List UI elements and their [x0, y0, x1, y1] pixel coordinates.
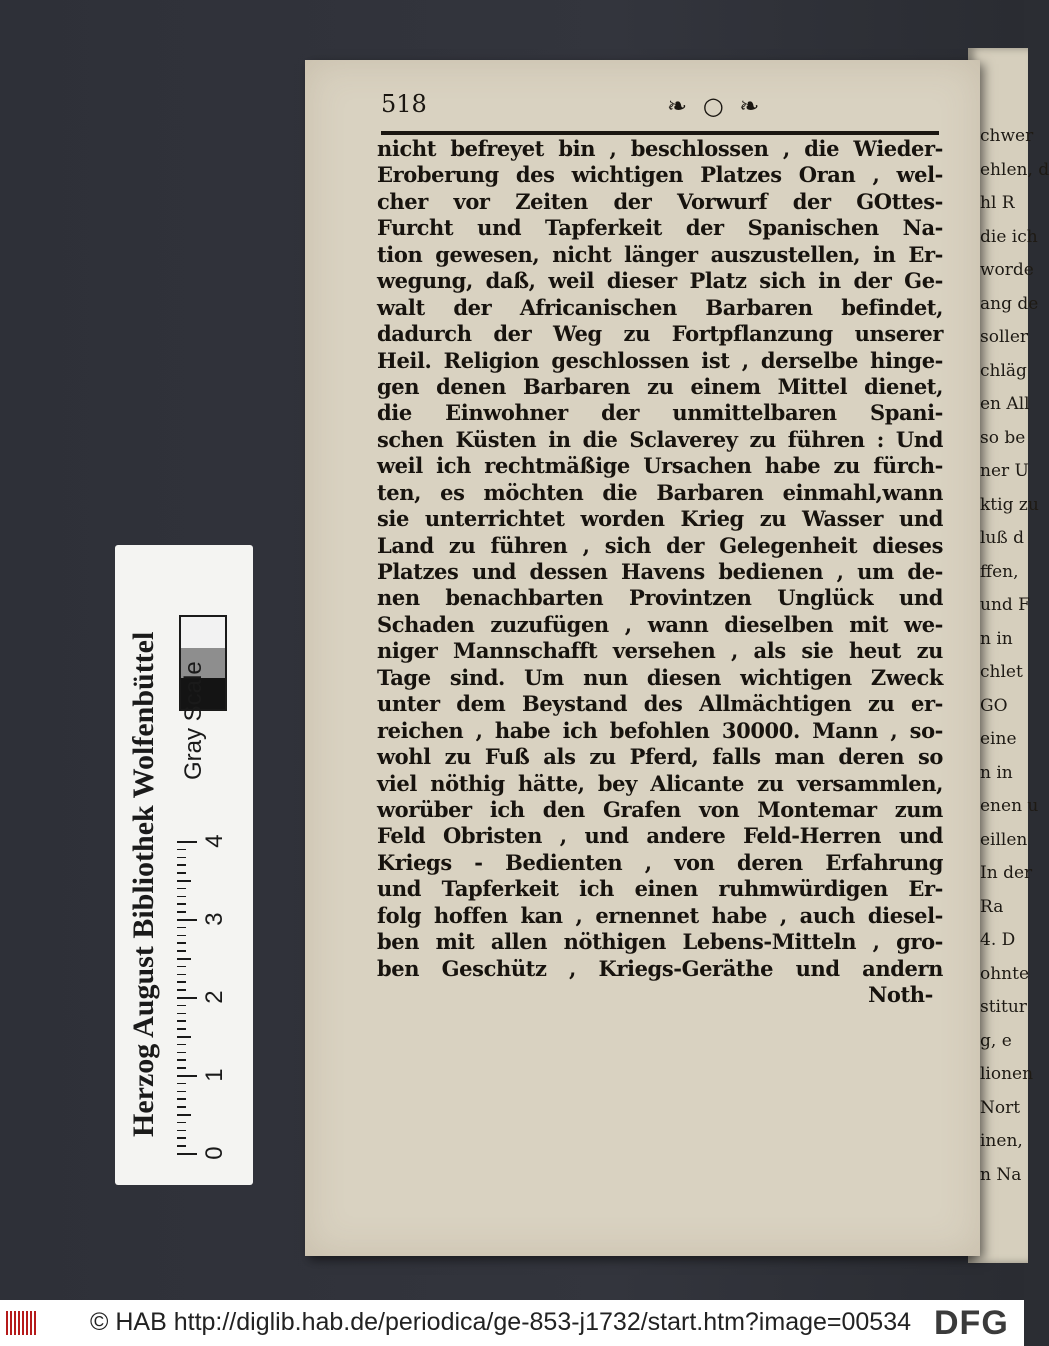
text-line: Feld Obristen , und andere Feld-Herren und: [377, 823, 943, 849]
next-page-fragment: g, e: [980, 1030, 1012, 1051]
ruler-tick: [177, 974, 186, 976]
ruler-tick: [177, 1122, 186, 1124]
footer-bar: [0, 1300, 1024, 1346]
ruler-tick: [177, 919, 197, 921]
ruler-tick: [177, 989, 186, 991]
next-page-fragment: hl R: [980, 193, 1015, 213]
text-line: schen Küsten in die Sclaverey zu führen : Und: [377, 426, 943, 452]
gray-patch-light: [181, 617, 225, 648]
text-line: dadurch der Weg zu Fortpflanzung unserer: [377, 321, 943, 347]
ruler-tick: [177, 1083, 186, 1085]
text-line: wohl zu Fuß als zu Pferd, falls man deren so: [377, 744, 943, 770]
ruler-tick: [177, 841, 197, 843]
ruler-tick: [177, 1091, 186, 1093]
ruler-tick: [177, 872, 186, 874]
text-line: Heil. Religion geschlossen ist , derselbe hinge-: [377, 347, 943, 373]
ruler-tick: [177, 880, 191, 882]
next-page-fragment: Nort: [980, 1097, 1021, 1118]
ruler-tick: [177, 1137, 186, 1139]
next-page-fragment: ang de: [980, 293, 1039, 314]
text-line: worüber ich den Grafen von Montemar zum: [377, 796, 943, 822]
next-page-fragment: chlet: [980, 662, 1023, 682]
text-line: folg hoffen kan , ernennet habe , auch diesel-: [377, 902, 943, 928]
next-page-fragment: ner U: [980, 461, 1029, 481]
text-line: Tage sind. Um nun diesen wichtigen Zweck: [377, 664, 943, 690]
text-line: niger Mannschafft versehen , als sie heut zu: [377, 638, 943, 664]
next-page-fragment: ktig zu: [980, 494, 1039, 515]
ruler-tick: [177, 1075, 197, 1077]
copyright-url[interactable]: © HAB http://diglib.hab.de/periodica/ge-853-j1732/start.htm?image=00534: [90, 1308, 912, 1336]
dfg-logo: DFG: [934, 1304, 1009, 1342]
next-page-fragment: n in: [980, 628, 1013, 649]
next-page-fragment: stitur: [980, 997, 1027, 1017]
text-line: viel nöthig hätte, bey Alicante zu versammlen,: [377, 770, 943, 796]
next-page-fragment: enen u: [980, 796, 1039, 816]
next-page-fragment: eine: [980, 729, 1017, 749]
book-page: [305, 60, 980, 1256]
next-page-fragment: In der: [980, 863, 1033, 883]
ruler-tick: [177, 903, 186, 905]
library-name: Herzog August Bibliothek Wolfenbüttel: [127, 631, 160, 1137]
next-page-fragment: n in: [980, 762, 1013, 783]
text-line: nicht befreyet bin , beschlossen , die Wieder-: [377, 136, 943, 161]
ruler-tick: [177, 911, 186, 913]
ruler-tick: [177, 888, 186, 890]
ruler-tick: [177, 935, 186, 937]
text-line: ten, es möchten die Barbaren einmahl,wann: [377, 479, 943, 505]
ruler-tick: [177, 997, 197, 999]
ruler-number: 1: [201, 1068, 228, 1082]
text-line: wegung, daß, weil dieser Platz sich in der Ge-: [377, 268, 943, 294]
text-line: die Einwohner der unmittelbaren Spani-: [377, 400, 943, 426]
ruler-tick: [177, 896, 186, 898]
ruler-tick: [177, 1052, 186, 1054]
text-line: Furcht und Tapferkeit der Spanischen Na-: [377, 215, 943, 241]
text-line: gen denen Barbaren zu einem Mittel dienet,: [377, 373, 943, 399]
next-page-fragment: ffen,: [980, 561, 1019, 582]
ruler-number: 4: [201, 834, 228, 848]
gray-scale-card: [115, 545, 253, 1185]
text-line: unter dem Beystand des Allmächtigen zu er-: [377, 691, 943, 717]
ruler-tick: [177, 942, 186, 944]
text-line: walt der Africanischen Barbaren befindet,: [377, 294, 943, 320]
ruler-tick: [177, 1005, 186, 1007]
ruler-tick: [177, 1036, 191, 1038]
ruler-tick: [177, 1059, 186, 1061]
ruler-tick: [177, 1145, 186, 1147]
ruler-tick: [177, 981, 186, 983]
text-line: Eroberung des wichtigen Platzes Oran , wel-: [377, 162, 943, 188]
text-line: sie unterrichtet worden Krieg zu Wasser und: [377, 506, 943, 532]
ruler-tick: [177, 1098, 186, 1100]
text-line: und Tapferkeit ich einen ruhmwürdigen Er-: [377, 876, 943, 902]
next-page-fragment: luß d: [980, 528, 1025, 548]
ruler: [177, 813, 235, 1160]
text-line: cher vor Zeiten der Vorwurf der GOttes-: [377, 188, 943, 214]
ruler-tick: [177, 864, 186, 866]
page-text: [377, 136, 943, 1008]
ruler-tick: [177, 1067, 186, 1069]
ruler-tick: [177, 966, 186, 968]
next-page-fragment: lionen: [980, 1064, 1034, 1084]
next-page-fragment: und F: [980, 595, 1030, 615]
next-page-fragment: chwer: [980, 126, 1034, 146]
ruler-tick: [177, 958, 191, 960]
ruler-tick: [177, 849, 186, 851]
next-page-fragment: en All: [980, 394, 1030, 414]
text-line: Land zu führen , sich der Gelegenheit dieses: [377, 532, 943, 558]
gray-scale-label: Gray Scale: [180, 661, 207, 780]
ruler-number: 0: [201, 1146, 228, 1160]
page-header: [381, 90, 941, 130]
ruler-tick: [177, 927, 186, 929]
next-page-fragment: GO: [980, 695, 1008, 716]
next-page-fragment: 4. D: [980, 930, 1016, 950]
text-line: nen benachbarten Provintzen Unglück und: [377, 585, 943, 611]
ruler-tick: [177, 1153, 197, 1155]
text-line: Noth-: [868, 982, 933, 1007]
next-page-fragment: soller: [980, 327, 1029, 347]
next-page-fragment: ehlen, d: [980, 159, 1049, 180]
text-line: Platzes und dessen Havens bedienen , um de-: [377, 559, 943, 584]
text-line: weil ich rechtmäßige Ursachen habe zu fürch-: [377, 453, 943, 479]
ruler-tick: [177, 1020, 186, 1022]
next-page-fragment: eillen: [980, 829, 1028, 850]
ruler-tick: [177, 1013, 186, 1015]
text-line: Schaden zuzufügen , wann dieselben mit we-: [377, 611, 943, 637]
text-line: ben mit allen nöthigen Lebens-Mitteln , gro-: [377, 929, 943, 955]
ruler-tick: [177, 1130, 186, 1132]
ruler-tick: [177, 1114, 191, 1116]
ruler-tick: [177, 950, 186, 952]
page-number: 518: [381, 90, 427, 118]
hab-logo-icon: [6, 1311, 42, 1335]
next-page-fragment: inen,: [980, 1131, 1023, 1151]
next-page-fragment: Ra: [980, 896, 1004, 917]
next-page-fragment: ohnte: [980, 963, 1030, 984]
text-line: reichen , habe ich befohlen 30000. Mann , so-: [377, 717, 943, 743]
ruler-tick: [177, 857, 186, 859]
ruler-number: 3: [201, 912, 228, 926]
header-rule: [381, 131, 939, 135]
ruler-tick: [177, 1028, 186, 1030]
ruler-number: 2: [201, 990, 228, 1004]
text-line: Kriegs - Bedienten , von deren Erfahrung: [377, 849, 943, 875]
text-line: ben Geschütz , Kriegs-Geräthe und andern: [377, 955, 943, 981]
next-page-fragment: worde: [980, 260, 1034, 280]
next-page-fragment: so be: [980, 427, 1026, 448]
next-page-fragment: chläg: [980, 360, 1027, 381]
ruler-tick: [177, 1106, 186, 1108]
ruler-tick: [177, 1044, 186, 1046]
next-page-fragment: die ich: [980, 226, 1038, 247]
next-page-fragment: n Na: [980, 1164, 1022, 1185]
text-line: tion gewesen, nicht länger auszustellen, in Er-: [377, 241, 943, 267]
ornament-icon: ❧ ○ ❧: [667, 92, 764, 120]
